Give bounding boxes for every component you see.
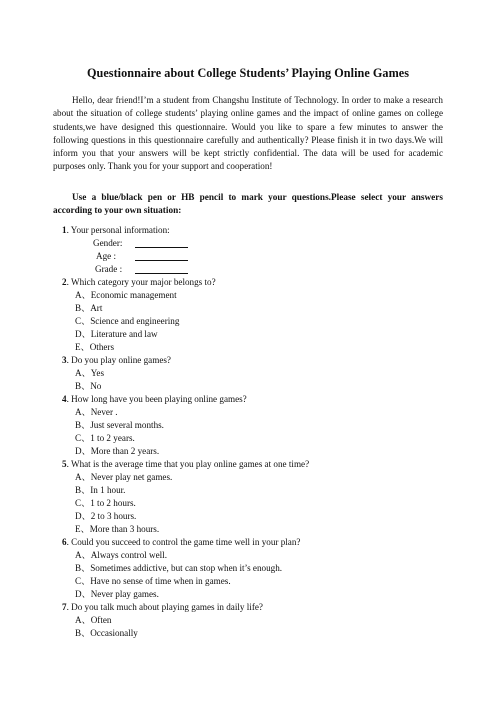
option-5c[interactable]: C、1 to 2 hours. — [75, 498, 136, 508]
question-number: 3 — [62, 355, 67, 365]
question-number: 7 — [62, 602, 67, 612]
question-number: 2 — [62, 277, 67, 287]
question-1 — [62, 224, 170, 236]
question-text: . Which category your major belongs to? — [66, 277, 216, 287]
question-text: . Do you talk much about playing games in daily life? — [66, 602, 263, 612]
option-2a[interactable]: A、Economic management — [75, 290, 177, 300]
option-5d[interactable]: D、2 to 3 hours. — [75, 511, 137, 521]
question-2 — [62, 276, 216, 288]
question-7 — [62, 601, 263, 613]
instruction-text: Use a blue/black pen or HB pencil to mark your questions.Please select your answers according to your own situation: — [53, 193, 443, 216]
question-number: 4 — [62, 394, 67, 404]
option-6a[interactable]: A、Always control well. — [75, 550, 167, 560]
option-4b[interactable]: B、Just several months. — [75, 420, 164, 430]
option-5b[interactable]: B、In 1 hour. — [75, 485, 126, 495]
option-4d[interactable]: D、More than 2 years. — [75, 446, 160, 456]
question-text: . Do you play online games? — [66, 355, 171, 365]
question-4 — [62, 393, 247, 405]
field-label-age: Age : — [96, 251, 117, 261]
option-3b[interactable]: B、No — [75, 381, 102, 391]
option-6b[interactable]: B、Sometimes addictive, but can stop when it’s enough. — [75, 563, 283, 573]
option-2b[interactable]: B、Art — [75, 303, 103, 313]
question-6 — [62, 536, 300, 548]
option-5e[interactable]: E、More than 3 hours. — [75, 524, 160, 534]
question-text: . What is the average time that you play online games at one time? — [66, 459, 310, 469]
question-number: 5 — [62, 459, 67, 469]
option-2d[interactable]: D、Literature and law — [75, 329, 158, 339]
option-7b[interactable]: B、Occasionally — [75, 628, 138, 638]
option-4a[interactable]: A、Never . — [75, 407, 118, 417]
gender-blank[interactable] — [135, 247, 188, 248]
option-7a[interactable]: A、Often — [75, 615, 112, 625]
grade-blank[interactable] — [135, 273, 188, 274]
intro-text: Hello, dear friend!I’m a student from Changshu Institute of Technology. In order to make a research about the situation of college students’ playing online games and the impact of online games on college students,we have designed this questionnaire. Would you like to spare a few minutes to answer the following questions in this questionnaire carefully and authentically? Please finish it in two days.We will inform you that your answers will be kept strictly confidential. The data will be used for academic purposes only. Thank you for your support and cooperation! — [53, 95, 443, 172]
question-number: 1 — [62, 225, 67, 235]
option-2c[interactable]: C、Science and engineering — [75, 316, 180, 326]
question-5 — [62, 458, 309, 470]
intro-paragraph — [53, 94, 443, 174]
option-6c[interactable]: C、Have no sense of time when in games. — [75, 576, 231, 586]
option-5a[interactable]: A、Never play net games. — [75, 472, 173, 482]
field-label-grade: Grade : — [95, 264, 123, 274]
question-number: 6 — [62, 537, 67, 547]
instruction-paragraph — [53, 192, 443, 218]
option-6d[interactable]: D、Never play games. — [75, 589, 159, 599]
option-3a[interactable]: A、Yes — [75, 368, 104, 378]
field-label-gender: Gender: — [93, 238, 123, 248]
question-text: . Could you succeed to control the game time well in your plan? — [66, 537, 301, 547]
question-text: . How long have you been playing online games? — [66, 394, 247, 404]
age-blank[interactable] — [135, 260, 188, 261]
question-3 — [62, 354, 171, 366]
option-2e[interactable]: E、Others — [75, 342, 115, 352]
question-text: . Your personal information: — [66, 225, 170, 235]
document-title: Questionnaire about College Students’ Playing Online Games — [86, 66, 410, 80]
option-4c[interactable]: C、1 to 2 years. — [75, 433, 135, 443]
